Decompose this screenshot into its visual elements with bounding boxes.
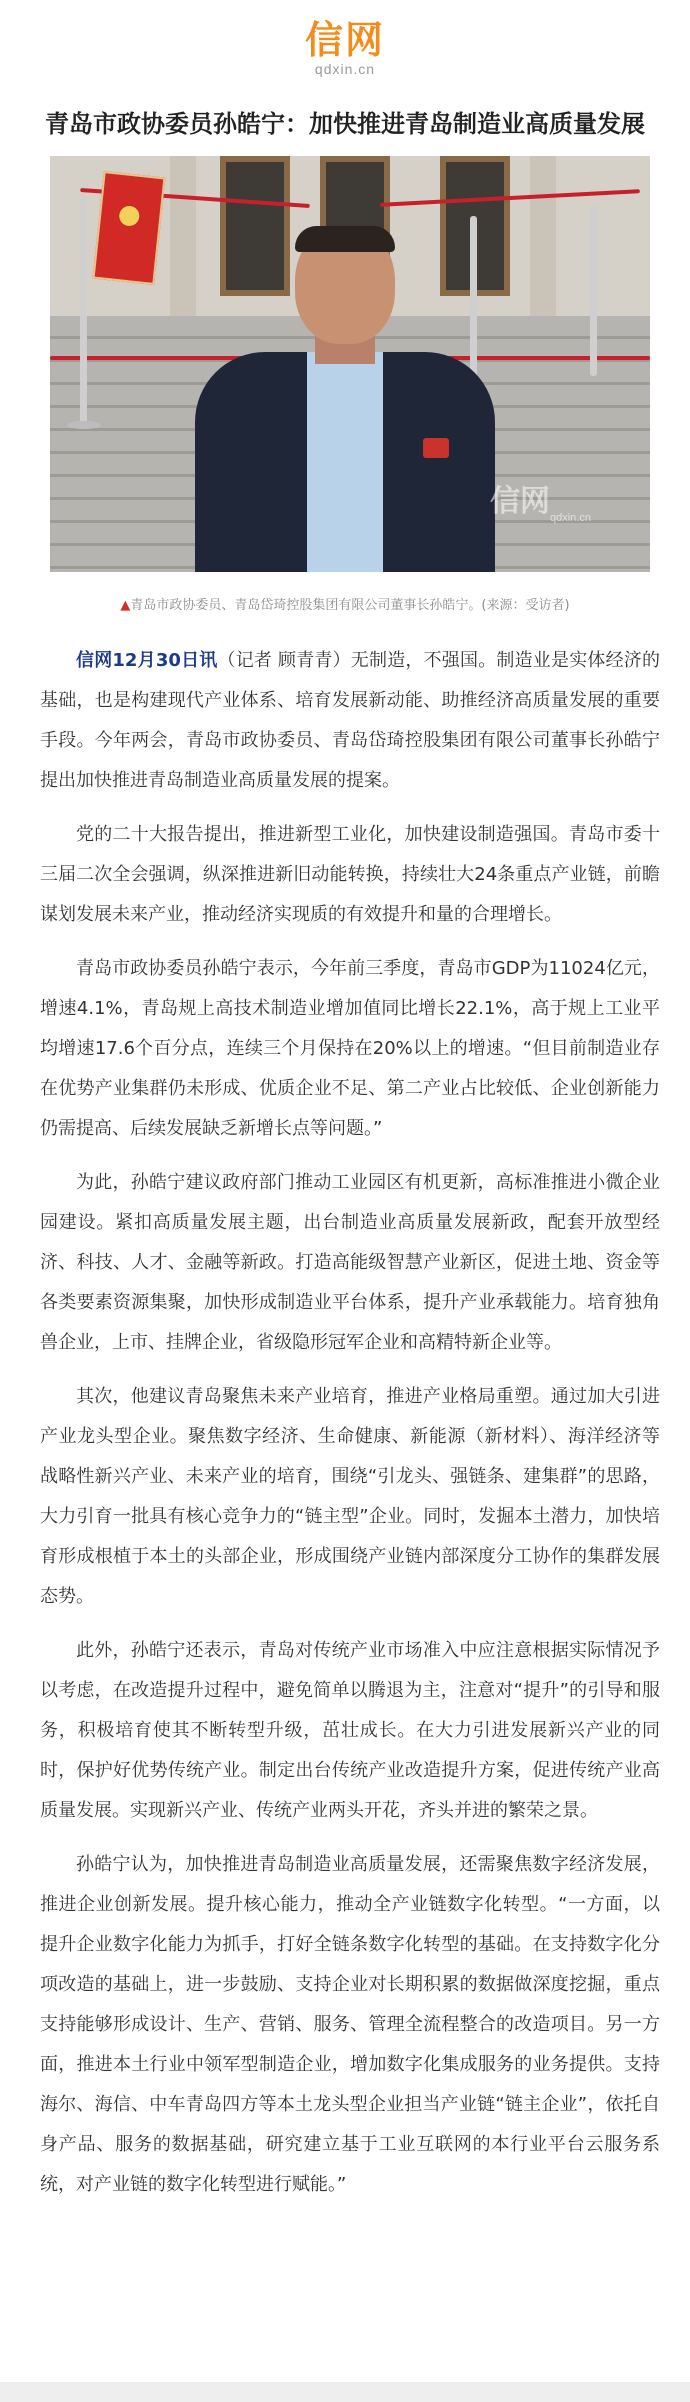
article-lead: 信网12月30日讯	[76, 650, 218, 671]
article-body	[40, 641, 660, 2219]
article-paragraph: 青岛市政协委员孙皓宁表示，今年前三季度，青岛市GDP为11024亿元，增速4.1%，青岛规上高技术制造业增加值同比增长22.1%，高于规上工业平均增速17.6个百分点，连续三个月保持在20%以上的增速。“但目前制造业存在优势产业集群仍未形成、优质企业不足、第二产业占比较低、企业创新能力仍需提高、后续发展缺乏新增长点等问题。”	[40, 958, 660, 1139]
article-paragraph: 孙皓宁认为，加快推进青岛制造业高质量发展，还需聚焦数字经济发展，推进企业创新发展。提升核心能力，推动全产业链数字化转型。“一方面，以提升企业数字化能力为抓手，打好全链条数字化转型的基础。在支持数字化分项改造的基础上，进一步鼓励、支持企业对长期积累的数据做深度挖掘，重点支持能够形成设计、生产、营销、服务、管理全流程整合的改造项目。另一方面，推进本土行业中领军型制造企业，增加数字化集成服务的业务提供。支持海尔、海信、中车青岛四方等本土龙头型企业担当产业链“链主企业”，依托自身产品、服务的数据基础，研究建立基于工业互联网的本行业平台云服务系统，对产业链的数字化转型进行赋能。”	[40, 1854, 660, 2195]
article-paragraph: 党的二十大报告提出，推进新型工业化，加快建设制造强国。青岛市委十三届二次全会强调，纵深推进新旧动能转换，持续壮大24条重点产业链，前瞻谋划发展未来产业，推动经济实现质的有效提升和量的合理增长。	[40, 824, 660, 925]
photo-pillar	[170, 156, 196, 316]
article-paragraph: 其次，他建议青岛聚焦未来产业培育，推进产业格局重塑。通过加大引进产业龙头型企业。聚焦数字经济、生命健康、新能源（新材料）、海洋经济等战略性新兴产业、未来产业的培育，围绕“引龙头、强链条、建集群”的思路，大力引育一批具有核心竞争力的“链主型”企业。同时，发掘本土潜力，加快培育形成根植于本土的头部企业，形成围绕产业链内部深度分工协作的集群发展态势。	[40, 1386, 660, 1607]
emblem-icon	[118, 205, 140, 227]
photo-post	[590, 206, 597, 376]
article-paragraph: 此外，孙皓宁还表示，青岛对传统产业市场准入中应注意根据实际情况予以考虑，在改造提升过程中，避免简单以腾退为主，注意对“提升”的引导和服务，积极培育使其不断转型升级，茁壮成长。在大力引进发展新兴产业的同时，保护好优势传统产业。制定出台传统产业改造提升方案，促进传统产业高质量发展。实现新兴产业、传统产业两头开花，齐头并进的繁荣之景。	[40, 1640, 660, 1821]
article-paragraph: 为此，孙皓宁建议政府部门推动工业园区有机更新，高标准推进小微企业园建设。紧扣高质量发展主题，出台制造业高质量发展新政，配套开放型经济、科技、人才、金融等新政。打造高能级智慧产业新区，促进土地、资金等各类要素资源集聚，加快形成制造业平台体系，提升产业承载能力。培育独角兽企业，上市、挂牌企业，省级隐形冠军企业和高精特新企业等。	[40, 1172, 660, 1353]
footer-bar	[0, 2382, 690, 2402]
photo-watermark: 信网	[490, 484, 550, 519]
photo-caption	[0, 596, 690, 616]
red-banner	[93, 171, 166, 285]
portrait-person	[195, 226, 495, 572]
paragraph-text: （记者 顾青青）无制造，不强国。制造业是实体经济的基础，也是构建现代产业体系、培育发展新动能、助推经济高质量发展的重要手段。今年两会，青岛市政协委员、青岛岱琦控股集团有限公司董事长孙皓宁提出加快推进青岛制造业高质量发展的提案。	[40, 650, 660, 791]
photo-post	[80, 196, 87, 426]
article-paragraph	[40, 641, 660, 801]
site-header	[0, 0, 690, 96]
person-shirt	[307, 352, 383, 572]
photo-watermark-domain: qdxin.cn	[550, 512, 591, 524]
caption-marker: ▲	[120, 598, 131, 613]
person-hair	[295, 226, 395, 252]
article-title: 青岛市政协委员孙皓宁：加快推进青岛制造业高质量发展	[45, 110, 645, 138]
site-logo[interactable]	[305, 19, 385, 77]
logo-domain: qdxin.cn	[314, 61, 376, 77]
delegate-pin-icon	[423, 438, 449, 458]
article-photo	[50, 156, 650, 572]
logo-mark: 信网	[304, 18, 385, 62]
caption-text: 青岛市政协委员、青岛岱琦控股集团有限公司董事长孙皓宁。(来源：受访者)	[130, 598, 570, 613]
photo-post-base	[67, 421, 101, 429]
photo-pillar	[530, 156, 556, 316]
